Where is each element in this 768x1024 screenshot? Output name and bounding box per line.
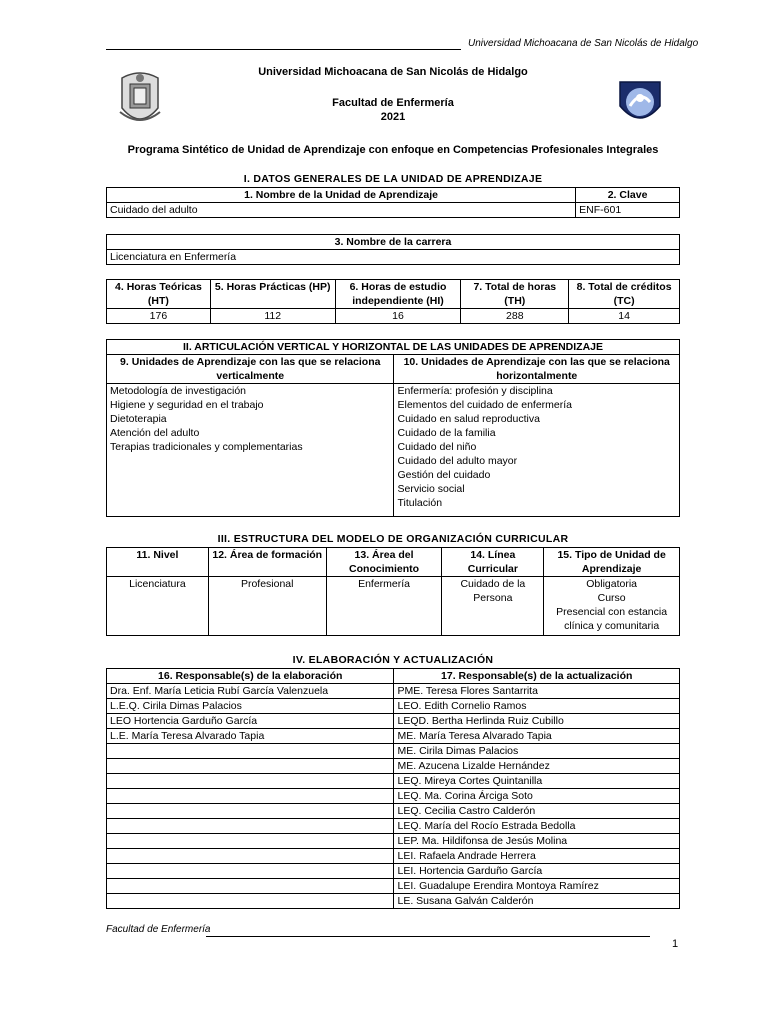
vertical-list bbox=[107, 384, 394, 517]
elab-cell bbox=[107, 744, 394, 759]
list-item: Servicio social bbox=[397, 483, 465, 495]
career-value: Licenciatura en Enfermería bbox=[107, 250, 680, 265]
section3-title: III. ESTRUCTURA DEL MODELO DE ORGANIZACIÓN CURRICULAR bbox=[217, 533, 569, 545]
tipo-obligatoria: Obligatoria bbox=[586, 578, 638, 590]
th-value: 288 bbox=[461, 309, 569, 324]
elab-cell bbox=[107, 804, 394, 819]
list-item: Titulación bbox=[397, 497, 443, 509]
table-row bbox=[107, 819, 680, 834]
table-row bbox=[107, 894, 680, 909]
general-data-table bbox=[106, 187, 680, 218]
table-row bbox=[107, 684, 680, 699]
tipo-unidad-value bbox=[544, 577, 680, 636]
table-row bbox=[107, 714, 680, 729]
career-table bbox=[106, 234, 680, 265]
act-cell: LEP. Ma. Hildifonsa de Jesús Molina bbox=[394, 834, 680, 849]
elab-cell bbox=[107, 834, 394, 849]
elab-cell: L.E. María Teresa Alvarado Tapia bbox=[107, 729, 394, 744]
act-cell: ME. Azucena Lizalde Hernández bbox=[394, 759, 680, 774]
table-row bbox=[107, 849, 680, 864]
page-number: 1 bbox=[672, 938, 679, 950]
nivel-header: 11. Nivel bbox=[107, 548, 209, 577]
faculty-title: Facultad de Enfermería bbox=[332, 97, 454, 109]
ht-header: 4. Horas Teóricas (HT) bbox=[107, 280, 211, 309]
name-header: 1. Nombre de la Unidad de Aprendizaje bbox=[107, 188, 576, 203]
unit-key: ENF-601 bbox=[576, 203, 680, 218]
horizontal-list bbox=[394, 384, 680, 517]
section2-title: II. ARTICULACIÓN VERTICAL Y HORIZONTAL DE LAS UNIDADES DE APRENDIZAJE bbox=[107, 340, 680, 355]
act-cell: ME. María Teresa Alvarado Tapia bbox=[394, 729, 680, 744]
list-item: Higiene y seguridad en el trabajo bbox=[110, 399, 264, 411]
table-row bbox=[107, 774, 680, 789]
act-cell: LEI. Rafaela Andrade Herrera bbox=[394, 849, 680, 864]
program-title: Programa Sintético de Unidad de Aprendizaje con enfoque en Competencias Profesionales Integrales bbox=[127, 144, 659, 156]
section1-title: I. DATOS GENERALES DE LA UNIDAD DE APRENDIZAJE bbox=[243, 173, 543, 185]
running-header: Universidad Michoacana de San Nicolás de Hidalgo bbox=[468, 38, 699, 49]
th-header: 7. Total de horas (TH) bbox=[461, 280, 569, 309]
area-conocimiento-header: 13. Área del Conocimiento bbox=[326, 548, 442, 577]
hp-header: 5. Horas Prácticas (HP) bbox=[210, 280, 335, 309]
tc-header: 8. Total de créditos (TC) bbox=[569, 280, 680, 309]
elab-cell bbox=[107, 879, 394, 894]
tc-value: 14 bbox=[569, 309, 680, 324]
list-item: Terapias tradicionales y complementarias bbox=[110, 441, 303, 453]
list-item: Atención del adulto bbox=[110, 427, 200, 439]
act-cell: LEQ. María del Rocío Estrada Bedolla bbox=[394, 819, 680, 834]
elab-cell: LEO Hortencia Garduño García bbox=[107, 714, 394, 729]
list-item: Dietoterapia bbox=[110, 413, 167, 425]
elab-cell: L.E.Q. Cirila Dimas Palacios bbox=[107, 699, 394, 714]
linea-curricular-value: Cuidado de la Persona bbox=[442, 577, 544, 636]
act-cell: LEQ. Ma. Corina Árciga Soto bbox=[394, 789, 680, 804]
tipo-curso: Curso bbox=[597, 592, 626, 604]
list-item: Cuidado en salud reproductiva bbox=[397, 413, 540, 425]
articulation-table bbox=[106, 339, 680, 517]
act-cell: LEI. Hortencia Garduño García bbox=[394, 864, 680, 879]
hp-value: 112 bbox=[210, 309, 335, 324]
responsables-table bbox=[106, 668, 680, 909]
area-formacion-header: 12. Área de formación bbox=[208, 548, 326, 577]
elab-cell bbox=[107, 789, 394, 804]
hi-header: 6. Horas de estudio independiente (HI) bbox=[335, 280, 461, 309]
act-cell: PME. Teresa Flores Santarrita bbox=[394, 684, 680, 699]
hi-value: 16 bbox=[335, 309, 461, 324]
table-row bbox=[107, 834, 680, 849]
act-cell: LEQ. Mireya Cortes Quintanilla bbox=[394, 774, 680, 789]
key-header: 2. Clave bbox=[576, 188, 680, 203]
act-cell: LEI. Guadalupe Erendira Montoya Ramírez bbox=[394, 879, 680, 894]
header-rule bbox=[106, 49, 461, 50]
act-cell: LEQ. Cecilia Castro Calderón bbox=[394, 804, 680, 819]
table-row bbox=[107, 879, 680, 894]
act-cell: LE. Susana Galván Calderón bbox=[394, 894, 680, 909]
tipo-unidad-header: 15. Tipo de Unidad de Aprendizaje bbox=[544, 548, 680, 577]
elab-cell bbox=[107, 774, 394, 789]
list-item: Cuidado del adulto mayor bbox=[397, 455, 518, 467]
table-row bbox=[107, 789, 680, 804]
tipo-modalidad: Presencial con estancia clínica y comunitaria bbox=[556, 606, 668, 632]
table-row bbox=[107, 864, 680, 879]
table-row bbox=[107, 744, 680, 759]
elab-cell bbox=[107, 864, 394, 879]
list-item: Enfermería: profesión y disciplina bbox=[397, 385, 553, 397]
area-formacion-value: Profesional bbox=[208, 577, 326, 636]
footer-faculty: Facultad de Enfermería bbox=[106, 924, 211, 935]
elab-cell bbox=[107, 849, 394, 864]
list-item: Elementos del cuidado de enfermería bbox=[397, 399, 573, 411]
list-item: Cuidado de la familia bbox=[397, 427, 496, 439]
elab-cell bbox=[107, 894, 394, 909]
table-row bbox=[107, 804, 680, 819]
table-row bbox=[107, 699, 680, 714]
section4-title: IV. ELABORACIÓN Y ACTUALIZACIÓN bbox=[292, 654, 494, 666]
ht-value: 176 bbox=[107, 309, 211, 324]
elab-header: 16. Responsable(s) de la elaboración bbox=[107, 669, 394, 684]
table-row bbox=[107, 729, 680, 744]
nivel-value: Licenciatura bbox=[107, 577, 209, 636]
vertical-header: 9. Unidades de Aprendizaje con las que se relaciona verticalmente bbox=[107, 355, 394, 384]
unit-name: Cuidado del adulto bbox=[107, 203, 576, 218]
year: 2021 bbox=[380, 111, 406, 123]
university-title: Universidad Michoacana de San Nicolás de Hidalgo bbox=[258, 66, 528, 78]
linea-curricular-header: 14. Línea Curricular bbox=[442, 548, 544, 577]
career-header: 3. Nombre de la carrera bbox=[107, 235, 680, 250]
list-item: Gestión del cuidado bbox=[397, 469, 491, 481]
footer-rule bbox=[206, 936, 650, 937]
horizontal-header: 10. Unidades de Aprendizaje con las que se relaciona horizontalmente bbox=[394, 355, 680, 384]
list-item: Metodología de investigación bbox=[110, 385, 247, 397]
elab-cell bbox=[107, 819, 394, 834]
list-item: Cuidado del niño bbox=[397, 441, 477, 453]
hours-table bbox=[106, 279, 680, 324]
elab-cell: Dra. Enf. María Leticia Rubí García Valenzuela bbox=[107, 684, 394, 699]
act-header: 17. Responsable(s) de la actualización bbox=[394, 669, 680, 684]
area-conocimiento-value: Enfermería bbox=[326, 577, 442, 636]
elab-cell bbox=[107, 759, 394, 774]
act-cell: LEQD. Bertha Herlinda Ruiz Cubillo bbox=[394, 714, 680, 729]
curricular-structure-table bbox=[106, 547, 680, 636]
table-row bbox=[107, 759, 680, 774]
act-cell: ME. Cirila Dimas Palacios bbox=[394, 744, 680, 759]
act-cell: LEO. Edith Cornelio Ramos bbox=[394, 699, 680, 714]
